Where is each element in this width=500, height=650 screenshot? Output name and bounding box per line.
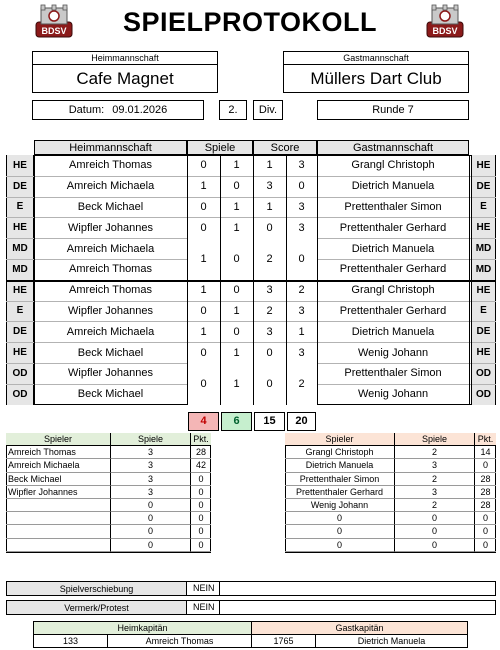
away-player: Dietrich Manuela: [351, 242, 435, 255]
doubles-away-score: 2: [286, 363, 317, 405]
protest-label: Vermerk/Protest: [7, 601, 187, 614]
home-score: 1: [266, 200, 273, 213]
home-player: Wipfler Johannes: [68, 221, 153, 234]
row-divider: [6, 197, 496, 198]
postponement-value: NEIN: [193, 583, 215, 593]
stats-player: Grangl Christoph: [285, 446, 395, 459]
away-score: 3: [298, 221, 305, 234]
column-divider: [253, 155, 254, 405]
home-games: 0: [200, 346, 207, 359]
stats-player: Prettenthaler Simon: [285, 473, 395, 486]
total-away-score: 20: [287, 412, 316, 431]
stats-games: 2: [395, 499, 475, 512]
code-left: OD: [7, 363, 34, 384]
stats-points: 0: [191, 486, 211, 499]
stats-player: Beck Michael: [6, 473, 111, 486]
code-right: OD: [471, 363, 495, 384]
away-score: 2: [298, 284, 305, 297]
stats-player: [6, 539, 111, 552]
date-value: 09.01.2026: [112, 104, 168, 116]
away-games: 0: [233, 325, 240, 338]
header-away: Gastmannschaft: [317, 140, 469, 155]
home-score: 0: [266, 221, 273, 234]
stats-games: 0: [395, 539, 475, 552]
code-left: HE: [7, 342, 34, 363]
code-right: E: [471, 301, 495, 322]
away-games: 1: [233, 159, 240, 172]
away-score: 3: [298, 200, 305, 213]
home-team-label: Heimmannschaft: [33, 52, 217, 65]
away-team-label: Gastmannschaft: [284, 52, 468, 65]
away-captain-name: Dietrich Manuela: [357, 636, 426, 646]
away-player: Grangl Christoph: [351, 284, 435, 297]
captains-box: [33, 621, 468, 648]
code-left: DE: [7, 321, 34, 342]
protest-row: [6, 600, 496, 615]
stats-header-player: Spieler: [6, 433, 111, 446]
column-divider: [471, 155, 472, 405]
stats-games: 3: [111, 446, 191, 459]
stats-player: Prettenthaler Gerhard: [285, 486, 395, 499]
away-team-name: Müllers Dart Club: [310, 68, 442, 88]
stats-points: 0: [191, 499, 211, 512]
code-left: E: [7, 301, 34, 322]
code-left: HE: [7, 217, 34, 238]
doubles-home-score: 0: [253, 363, 286, 405]
home-games: 1: [200, 284, 207, 297]
home-captain-label: Heimkapitän: [34, 622, 252, 635]
away-player-stats: [285, 433, 496, 575]
column-divider: [187, 155, 188, 405]
away-player: Prettenthaler Gerhard: [339, 221, 447, 234]
away-player: Prettenthaler Gerhard: [339, 263, 447, 276]
home-team-name: Cafe Magnet: [76, 68, 174, 88]
column-divider: [286, 155, 287, 405]
stats-points: 0: [475, 539, 496, 552]
code-right: MD: [471, 259, 495, 280]
stats-player: [6, 499, 111, 512]
home-score: 3: [266, 325, 273, 338]
stats-points: 0: [475, 525, 496, 538]
stats-header-games: Spiele: [111, 433, 191, 446]
code-right: DE: [471, 176, 495, 197]
code-left: DE: [7, 176, 34, 197]
home-captain-name: Amreich Thomas: [108, 635, 252, 647]
home-player: Beck Michael: [77, 200, 144, 213]
code-left: OD: [7, 384, 34, 405]
postponement-row: [6, 581, 496, 596]
doubles-away-games: 0: [220, 238, 253, 280]
home-games: 0: [200, 200, 207, 213]
row-divider: [6, 217, 496, 218]
header-score: Score: [253, 140, 317, 155]
away-captain-id: 1765: [252, 635, 316, 647]
away-score: 3: [298, 346, 305, 359]
row-divider: [6, 176, 496, 177]
code-right: HE: [471, 342, 495, 363]
postponement-label: Spielverschiebung: [7, 582, 187, 595]
away-score: 1: [298, 325, 305, 338]
stats-header-games: Spiele: [395, 433, 475, 446]
stats-player: [6, 512, 111, 525]
stats-points: 14: [475, 446, 496, 459]
stats-points: 0: [191, 539, 211, 552]
stats-games: 0: [395, 512, 475, 525]
code-right: HE: [471, 155, 495, 176]
home-player: Wipfler Johannes: [68, 367, 153, 380]
column-divider: [34, 155, 35, 405]
doubles-home-games: 0: [187, 363, 220, 405]
home-player-stats: [6, 433, 212, 575]
stats-games: 2: [395, 446, 475, 459]
away-games: 1: [233, 346, 240, 359]
doubles-home-score: 2: [253, 238, 286, 280]
away-player: Prettenthaler Simon: [344, 200, 442, 213]
home-score: 3: [266, 180, 273, 193]
stats-games: 0: [111, 499, 191, 512]
away-games: 1: [233, 200, 240, 213]
total-home-games: 4: [188, 412, 219, 431]
svg-text:BDSV: BDSV: [432, 26, 458, 36]
stats-games: 3: [111, 486, 191, 499]
code-left: HE: [7, 280, 34, 301]
stats-points: 28: [191, 446, 211, 459]
stats-player: Wipfler Johannes: [6, 486, 111, 499]
column-divider: [469, 155, 470, 405]
home-games: 1: [200, 325, 207, 338]
division-label: Div.: [253, 100, 283, 120]
code-left: E: [7, 197, 34, 218]
doubles-away-score: 0: [286, 238, 317, 280]
code-left: MD: [7, 259, 34, 280]
svg-text:BDSV: BDSV: [41, 26, 67, 36]
stats-header-points: Pkt.: [475, 433, 496, 446]
protest-value: NEIN: [193, 602, 215, 612]
home-player: Wipfler Johannes: [68, 304, 153, 317]
code-right: MD: [471, 238, 495, 259]
stats-games: 0: [111, 512, 191, 525]
away-player: Dietrich Manuela: [351, 325, 435, 338]
header-home: Heimmannschaft: [34, 140, 187, 155]
stats-points: 0: [475, 512, 496, 525]
stats-games: 3: [395, 459, 475, 472]
home-score: 1: [266, 159, 273, 172]
away-games: 1: [233, 304, 240, 317]
away-score: 3: [298, 304, 305, 317]
home-games: 0: [200, 304, 207, 317]
away-player: Wenig Johann: [357, 346, 429, 359]
home-score: 2: [266, 304, 273, 317]
stats-games: 0: [395, 525, 475, 538]
stats-player: 0: [285, 512, 395, 525]
home-score: 3: [266, 284, 273, 297]
stats-player: 0: [285, 539, 395, 552]
stats-points: 28: [475, 486, 496, 499]
row-divider: [6, 342, 496, 343]
away-games: 0: [233, 284, 240, 297]
stats-player: 0: [285, 525, 395, 538]
stats-games: 3: [395, 486, 475, 499]
away-games: 1: [233, 221, 240, 234]
stats-player: [6, 525, 111, 538]
away-player: Dietrich Manuela: [351, 180, 435, 193]
code-right: DE: [471, 321, 495, 342]
stats-games: 0: [111, 525, 191, 538]
away-player: Wenig Johann: [357, 388, 429, 401]
column-divider: [317, 155, 318, 405]
stats-header-player: Spieler: [285, 433, 395, 446]
stats-games: 3: [111, 473, 191, 486]
column-divider: [220, 155, 221, 405]
doubles-home-games: 1: [187, 238, 220, 280]
stats-player: Wenig Johann: [285, 499, 395, 512]
code-left: MD: [7, 238, 34, 259]
away-score: 0: [298, 180, 305, 193]
code-right: OD: [471, 384, 495, 405]
code-right: HE: [471, 217, 495, 238]
round-box: Runde 7: [317, 100, 469, 120]
home-score: 0: [266, 346, 273, 359]
home-player: Amreich Michaela: [66, 242, 155, 255]
stats-points: 28: [475, 499, 496, 512]
header-games: Spiele: [187, 140, 253, 155]
away-player: Prettenthaler Simon: [344, 367, 442, 380]
home-captain-id: 133: [34, 635, 108, 647]
home-player: Amreich Thomas: [69, 263, 152, 276]
stats-player: Amreich Thomas: [6, 446, 111, 459]
total-away-games: 6: [221, 412, 252, 431]
date-label: Datum:: [68, 104, 105, 116]
row-divider: [6, 280, 496, 282]
postponement-divider: [219, 582, 220, 595]
home-games: 1: [200, 180, 207, 193]
home-games: 0: [200, 159, 207, 172]
stats-games: 0: [111, 539, 191, 552]
doubles-away-games: 1: [220, 363, 253, 405]
stats-points: 0: [475, 459, 496, 472]
home-player: Beck Michael: [77, 346, 144, 359]
home-player: Amreich Michaela: [66, 325, 155, 338]
stats-points: 0: [191, 473, 211, 486]
code-right: E: [471, 197, 495, 218]
division-number: 2.: [219, 100, 247, 120]
stats-player: Amreich Michaela: [6, 459, 111, 472]
code-left: HE: [7, 155, 34, 176]
stats-header-points: Pkt.: [191, 433, 211, 446]
home-player: Amreich Thomas: [69, 284, 152, 297]
home-player: Beck Michael: [77, 388, 144, 401]
row-divider: [6, 301, 496, 302]
total-home-score: 15: [254, 412, 285, 431]
stats-points: 28: [475, 473, 496, 486]
stats-points: 0: [191, 512, 211, 525]
stats-points: 42: [191, 459, 211, 472]
stats-player: Dietrich Manuela: [285, 459, 395, 472]
home-games: 0: [200, 221, 207, 234]
stats-points: 0: [191, 525, 211, 538]
away-player: Grangl Christoph: [351, 159, 435, 172]
away-player: Prettenthaler Gerhard: [339, 304, 447, 317]
away-score: 3: [298, 159, 305, 172]
code-right: HE: [471, 280, 495, 301]
away-captain-label: Gastkapitän: [252, 622, 467, 635]
protest-divider: [219, 601, 220, 614]
away-games: 0: [233, 180, 240, 193]
home-player: Amreich Thomas: [69, 159, 152, 172]
row-divider: [6, 321, 496, 322]
stats-games: 2: [395, 473, 475, 486]
stats-games: 3: [111, 459, 191, 472]
home-player: Amreich Michaela: [66, 180, 155, 193]
page-title: SPIELPROTOKOLL: [122, 6, 378, 37]
